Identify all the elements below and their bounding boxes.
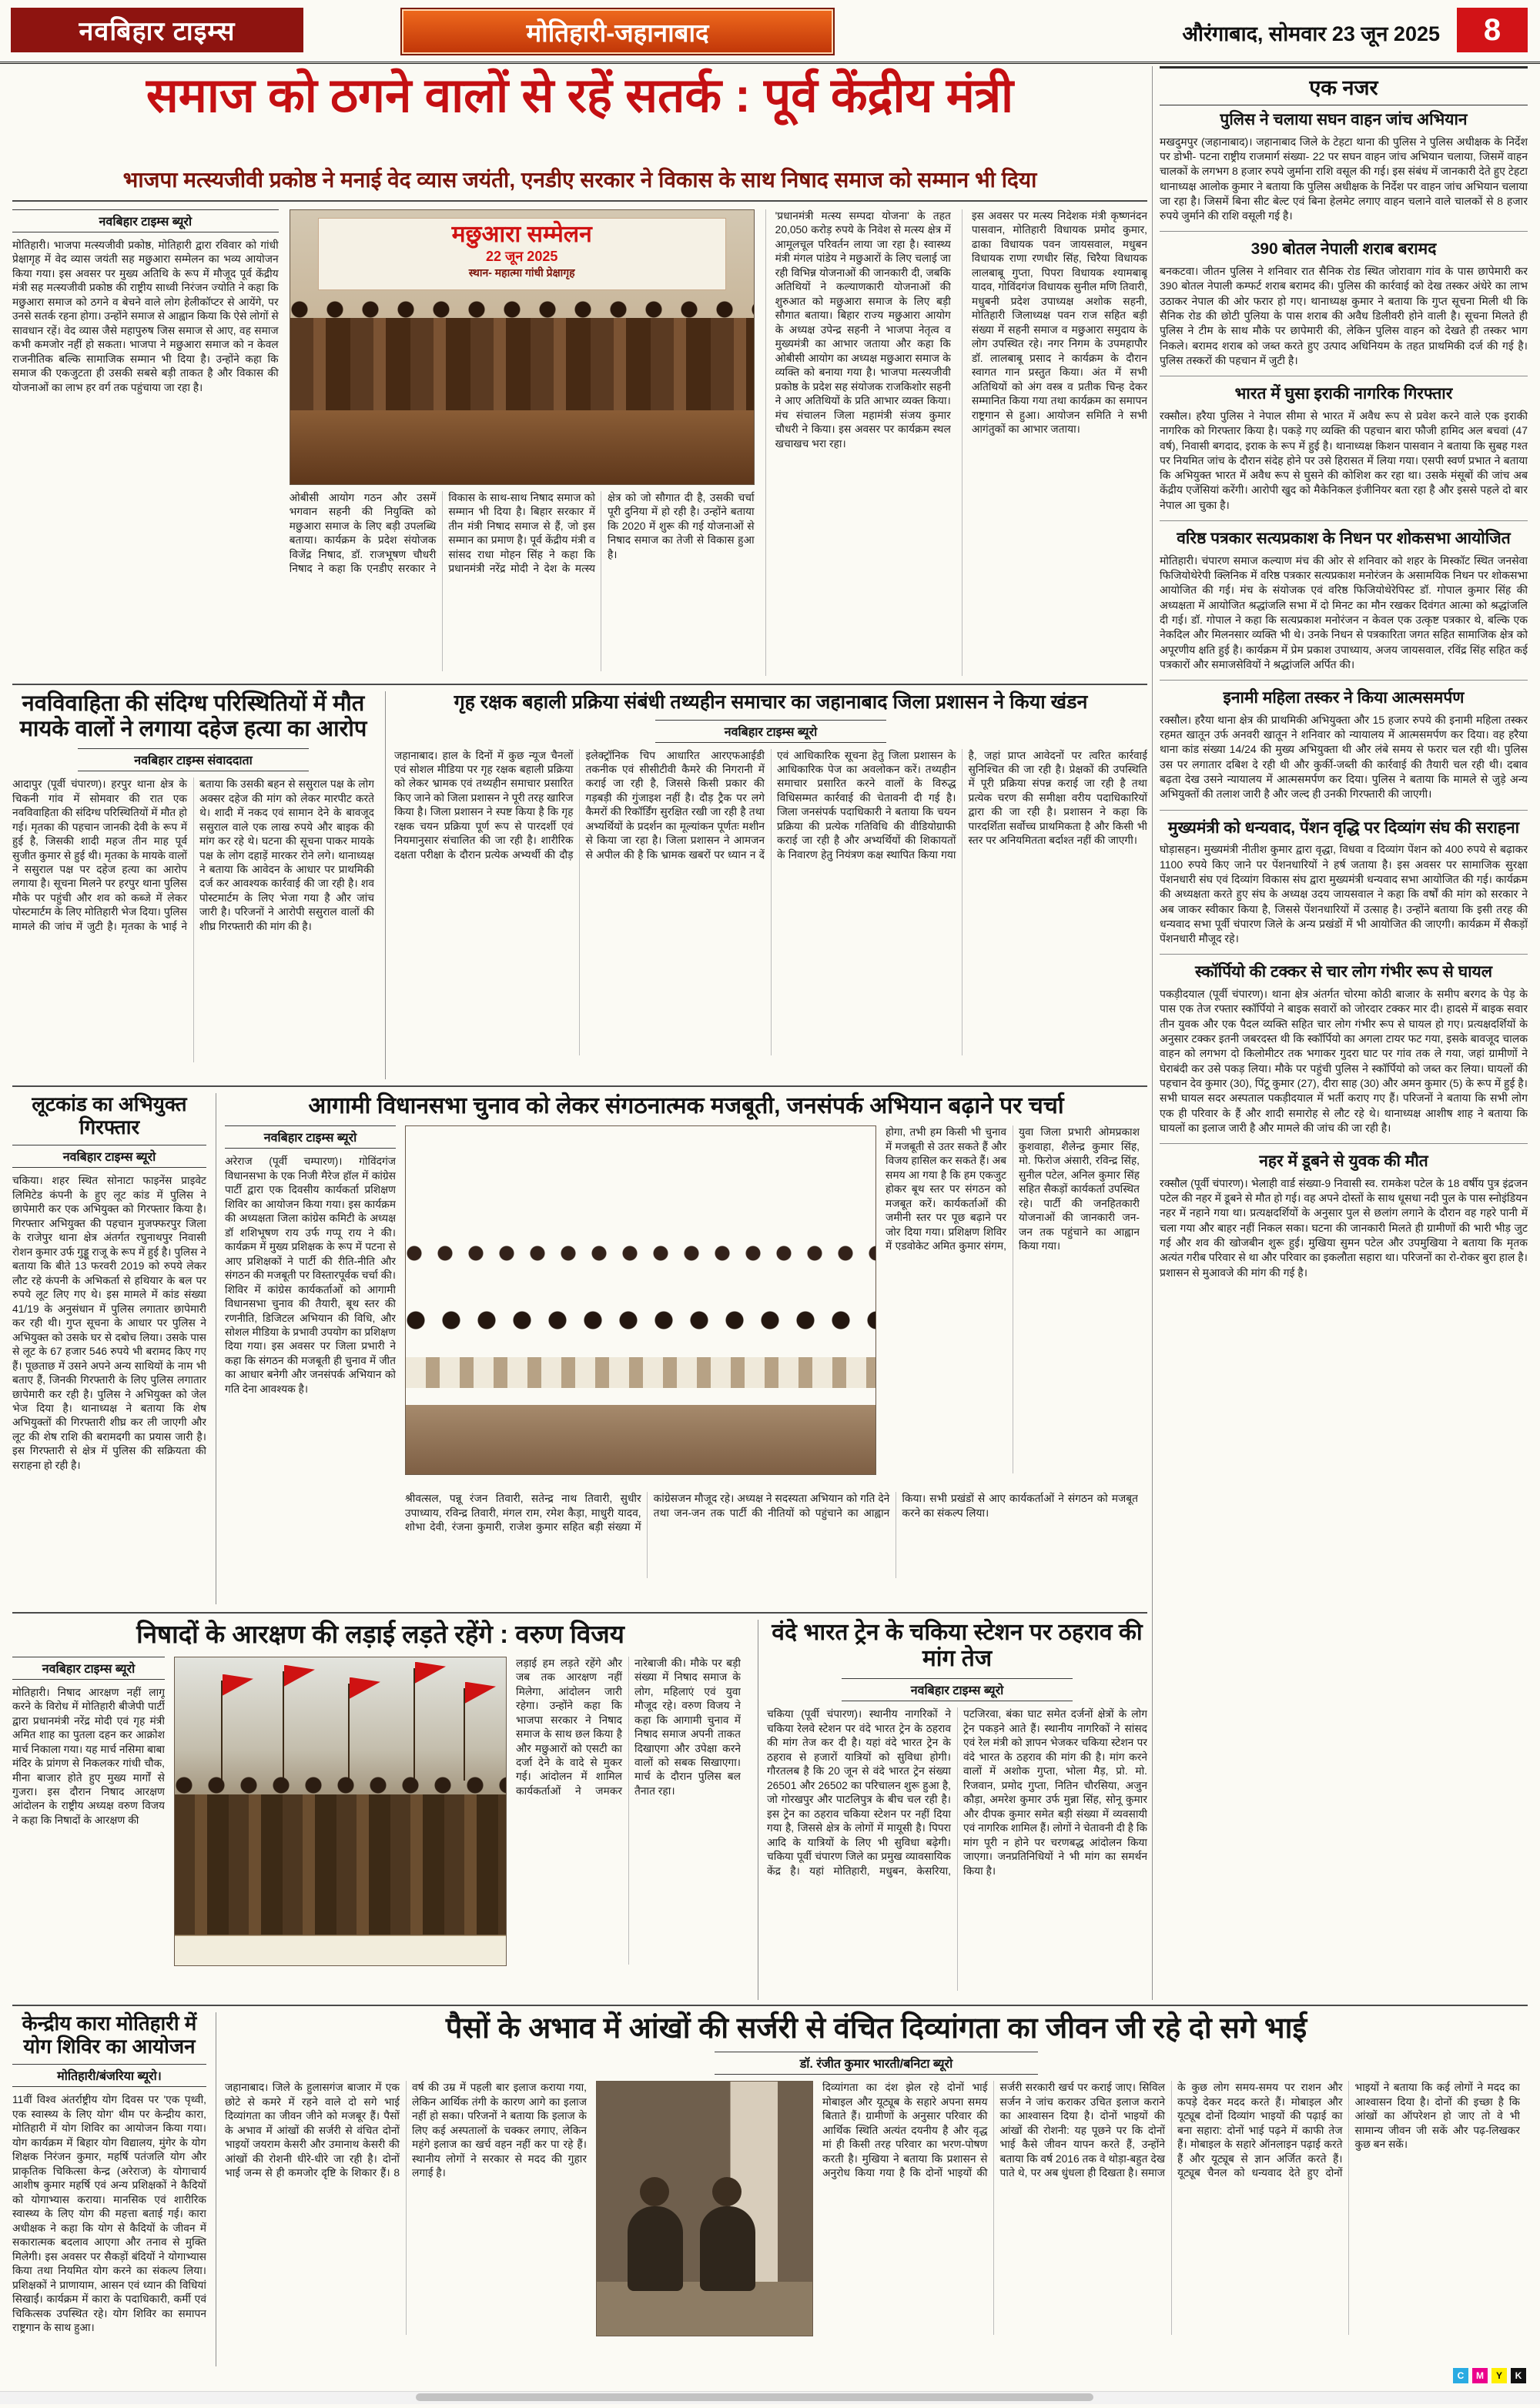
homeguard-byline: नवबिहार टाइम्स ब्यूरो [655,720,886,743]
horizontal-divider [1160,810,1528,811]
masthead: नवबिहार टाइम्स [11,8,303,52]
sidebar-item-body: बनकटवा। जीतन पुलिस ने शनिवार रात सैनिक रोड स्थित जोरावाग गांव के पास छापेमारी कर 390 बोतल नेपाली कम्फर्ट शराब बरामद की। पुलिस की कार्रवाई को देख तस्कर अंधेरे का लाभ उठाकर नेपाल की ओर फरार हो गए। थानाध्यक्ष कुमार ने बताया कि गुप्त सूचना मिली थी कि सैनिक रोड की छोटी पुलिया के पास शराब की अवैध डिलीवरी होने वाली है। सूचना मिलते ही पुलिस ने टीम के साथ मौके पर छापेमारी की, लेकिन पुलिस वाहन को देखते ही तस्कर भाग निकले। बरामद शराब को जब्त करते हुए उत्पाद अधिनियम के तहत प्राथमिकी दर्ज की गई है। पुलिस तस्करों की पहचान में जुटी है। [1160,265,1528,366]
brothers-headline: पैसों के अभाव में आंखों की सर्जरी से वंचित दिव्यांगता का जीवन जी रहे दो सगे भाई [445,2012,1307,2045]
sidebar-item-body: रक्सौल (पूर्वी चंपारण)। भेलाही वार्ड संख्या-9 निवासी स्व. रामकेश पटेल के 18 वर्षीय पुत्र इंद्रजन पटेल की नहर में डूबने से मौत हो गई। वह अपने दोस्तों के साथ धूसधा नदी पुल के पास स्नोइंडियन नहर में नहाने गया था। प्रत्यक्षदर्शियों के अनुसार पुल से छलांग लगाने के दौरान वह गहरे पानी में चला गया और बाहर नहीं निकल सका। घटना की जानकारी मिलते ही ग्रामीणों की भारी भीड़ जुट गई और शव की खोजबीन शुरू हुई। मुखिया सुमन पटेल और उपमुखिया ने बताया कि मृतक अत्यंत गरीब परिवार से था और परिवार का इकलौता सहारा था। परिजनों का रो-रोकर बुरा हाल है। प्रशासन से मुआवजे की मांग की गई है। [1160,1176,1528,1279]
sidebar-item-body: मखदुमपुर (जहानाबाद)। जहानाबाद जिले के टेहटा थाना की पुलिस ने पुलिस अधीक्षक के निर्देश पर डोभी- पटना राष्ट्रीय राजमार्ग संख्या- 22 पर सघन वाहन जांच अभियान चलाया, जिसमें वाहन चालकों के लगभग 8 हजार रुपये जुर्माना राशि वसूल की गई। इस संबंध में जानकारी देते हुए टेहटा थानाध्यक्ष आलोक कुमार ने बताया कि पुलिस अधीक्षक के निर्देश पर वाहन जांच अभियान चलाया जा रहा है। जिसमें बिना सीट बेल्ट एवं बिना हेलमेट लगाए वाहन चलाने वाले चालकों से 8 हजार रुपये जुर्माने की राशि वसूली गई है। [1160,135,1528,222]
sidebar-item-body: रक्सौल। हरैया थाना क्षेत्र की प्राथमिकी अभियुक्ता और 15 हजार रुपये की इनामी महिला तस्कर रहमत खातून उर्फ अनवरी खातून ने शनिवार को न्यायालय में आत्मसमर्पण कर दिया। वह हरैया थाना कांड संख्या 14/24 की मुख्य अभियुक्ता थी और लंबे समय से फरार चल रही थी। पुलिस उस पर लगातार दबिश दे रही थी और कुर्की-जब्ती की कार्रवाई की तैयारी चल रही थी। दबाव बढ़ता देख उसने न्यायालय में आत्मसमर्पण कर दिया। पुलिस ने बताया कि मामले से जुड़े अन्य अभियुक्तों की तलाश जारी है और जल्द ही उनकी गिरफ्तारी की जाएगी। [1160,713,1528,801]
sidebar-item-body: घोड़ासहन। मुख्यमंत्री नीतीश कुमार द्वारा वृद्धा, विधवा व दिव्यांग पेंशन को 400 रुपये से बढ़ाकर 1100 रुपये किए जाने पर पेंशनधारियों ने हर्ष जताया है। इस अवसर पर सामाजिक सुरक्षा पेंशनधारी संघ एवं दिव्यांग विकास संघ द्वारा मुख्यमंत्री धन्यवाद सभा आयोजित की गई। कार्यक्रम की अध्यक्षता करते हुए संघ के अध्यक्ष उदय जायसवाल ने कहा कि वर्षों की मांग को सरकार ने अब जाकर स्वीकार किया है, जिससे पेंशनधारियों में उत्साह है। उन्होंने बताया कि इसी तरह की धन्यवाद सभा पूर्वी चंपारण जिले के अन्य प्रखंडों में भी आयोजित की जाएगी। कार्यक्रम में सैकड़ों पेंशनधारी मौजूद रहे। [1160,843,1528,945]
yoga-headline: केन्द्रीय कारा मोतिहारी में योग शिविर का आयोजन [22,2012,197,2058]
nishad-column-1 [12,1657,165,1966]
brothers-body-left: जहानाबाद। जिले के हुलासगंज बाजार में एक छोटे से कमरे में रहने वाले दो सगे भाई दिव्यांगता का जीवन जीने को मजबूर हैं। पैसों के अभाव में आंखों की सर्जरी से वंचित दोनों भाइयों जयराम केसरी और उमानाथ केसरी की आंखों की रोशनी धीरे-धीरे जा रही है। दोनों भाई जन्म से ही कमजोर दृष्टि के शिकार हैं। 8 वर्ष की उम्र में पहली बार इलाज कराया गया, लेकिन आर्थिक तंगी के कारण आगे का इलाज नहीं हो सका। परिजनों ने बताया कि इलाज के लिए कई अस्पतालों के चक्कर लगाए, लेकिन महंगे इलाज का खर्च वहन नहीं कर पा रहे हैं। स्थानीय लोगों ने सरकार से मदद की गुहार लगाई है। [225,2082,587,2179]
homeguard-article [394,691,1147,1079]
brothers-body-right: दिव्यांगता का दंश झेल रहे दोनों भाई मोबाइल और यूट्यूब के सहारे अपना समय बिताते हैं। ग्रामीणों के अनुसार परिवार की आर्थिक स्थिति अत्यंत दयनीय है और वृद्ध मां ही किसी तरह परिवार का भरण-पोषण करती है। मुखिया ने बताया कि प्रशासन से अनुरोध किया गया है कि दोनों भाइयों की सर्जरी सरकारी खर्च पर कराई जाए। सिविल सर्जन ने जांच कराकर उचित इलाज कराने का आश्वासन दिया है। दोनों भाइयों की आंखों की रोशनी: यह पूछने पर कि दोनों भाई कैसे जीवन यापन करते हैं, उन्होंने बताया कि वर्ष 2016 तक वे थोड़ा-बहुत देख पाते थे, पर अब धुंधला ही दिखता है। समाज के कुछ लोग समय-समय पर राशन और कपड़े देकर मदद करते हैं। मोबाइल और यूट्यूब दोनों दिव्यांग भाइयों की पढ़ाई का बना सहारा: दोनों भाई पढ़ने में काफी तेज हैं। मोबाइल के सहारे ऑनलाइन पढ़ाई करते हैं और यूट्यूब से ज्ञान अर्जित करते हैं। यूट्यूब चैनल को धन्यवाद देते हुए दोनों भाइयों ने बताया कि कई लोगों ने मदद का आश्वासन दिया है। दोनों की इच्छा है कि आंखों का ऑपरेशन हो जाए तो वे भी सामान्य जीवन जी सकें और पढ़-लिखकर कुछ बन सकें। [822,2082,1520,2179]
sidebar-item [1160,818,1528,947]
crowd-heads-band [406,1307,875,1333]
vertical-divider [1152,66,1153,2000]
lead-body-c: 'प्रधानमंत्री मत्स्य सम्पदा योजना' के तहत 20,050 करोड़ रुपये के निवेश से मत्स्य क्षेत्र में आमूलचूल परिवर्तन लाया जा रहा है। स्वास्थ्य मंत्री मंगल पांडेय ने मछुआरों के लिए चलाई जा रही विभिन्न योजनाओं की जानकारी दी, जबकि अतिथियों ने कल्याणकारी योजनाओं की शुरुआत को मछुआरा समाज के लिए बड़ी सौगात बताया। बिहार राज्य मछुआरा आयोग के अध्यक्ष उपेन्द्र सहनी ने भाजपा नेतृत्व व मुख्यमंत्री का आभार जताया और कहा कि ओबीसी आयोग का अध्यक्ष मछुआरा समाज के व्यक्ति को बनाया गया है। भाजपा मत्स्यजीवी प्रकोष्ठ के प्रदेश सह संयोजक राजकिशोर सहनी ने आए अतिथियों के प्रति आभार व्यक्त किया। मंच संचालन जिला महामंत्री संजय कुमार चौधरी ने किया। इस अवसर पर कार्यक्रम स्थल खचाखच भरा रहा। [775,210,951,450]
horizontal-divider [12,684,1147,685]
lo ot-headline: लूटकांड का अभियुक्त गिरफ्तार [32,1092,187,1139]
sidebar-item [1160,688,1528,801]
red-flag [415,1662,446,1684]
sidebar-item [1160,1152,1528,1280]
photo-banner [318,218,726,290]
nishad-byline: नवबिहार टाइम्स ब्यूरो [12,1657,165,1680]
dowry-body: आदापुर (पूर्वी चंपारण)। हरपुर थाना क्षेत्र के चिकनी गांव में सोमवार की रात एक नवविवाहिता की संदिग्ध परिस्थितियों में मौत हो गई। मृतका की पहचान जानकी देवी के रूप में हुई है, जिसकी शादी महज तीन माह पूर्व सुजीत कुमार से हुई थी। मृतका के मायके वालों ने ससुराल पक्ष पर दहेज हत्या का आरोप लगाया है। सूचना मिलने पर हरपुर थाना पुलिस मौके पर पहुंची और शव को कब्जे में लेकर पोस्टमार्टम के लिए मोतिहारी भेज दिया। पुलिस मामले की जांच में जुटी है। मृतका के भाई ने बताया कि उसकी बहन से ससुराल पक्ष के लोग अक्सर दहेज की मांग को लेकर मारपीट करते थे। शादी में नकद एवं सामान देने के बावजूद ससुराल वाले एक लाख रुपये और बाइक की मांग कर रहे थे। घटना की सूचना पाकर मायके पक्ष के लोग दहाड़ें मारकर रोने लगे। थानाध्यक्ष ने बताया कि आवेदन के आधार पर प्राथमिकी दर्ज कर आवश्यक कार्रवाई की जा रही है। शव पोस्टमार्टम के लिए भेजा गया है और जांच जारी है। परिजनों ने आरोपी ससुराल वालों की शीघ्र गिरफ्तारी की मांग की है। [12,778,374,932]
lead-article [12,209,1147,676]
dowry-byline: नवबिहार टाइम्स संवाददाता [78,748,309,771]
horizontal-scrollbar-thumb[interactable] [416,2393,1093,2401]
homeguard-headline: गृह रक्षक बहाली प्रक्रिया संबंधी तथ्यहीन समाचार का जहानाबाद जिला प्रशासन ने किया खंडन [454,691,1088,713]
yoga-body: 11वीं विश्व अंतर्राष्ट्रीय योग दिवस पर 'एक पृथ्वी, एक स्वास्थ्य के लिए योग' थीम पर केन्द्रीय कारा, मोतिहारी में योग शिविर का आयोजन किया गया। योग कार्यक्रम में बिहार योग विद्यालय, मुंगेर के योग शिक्षक निरंजन कुमार, महर्षि पतंजलि योग और प्राकृतिक चिकित्सा केन्द्र (अरेराज) के योगाचार्य आशीष कुमार महर्षि एवं अन्य प्रशिक्षकों ने कैदियों को योगाभ्यास कराया। मानसिक एवं शारीरिक स्वास्थ्य के लिए योग की महत्ता बताई गई। कारा अधीक्षक ने कहा कि योग से कैदियों के जीवन में सकारात्मक बदलाव आएगा और तनाव से मुक्ति मिलेगी। इस अवसर पर सैकड़ों बंदियों ने योगाभ्यास किया तथा नियमित योग करने का संकल्प लिया। प्रशिक्षकों ने प्राणायाम, आसन एवं ध्यान की विधियां सिखाईं। कार्यक्रम में कारा के पदाधिकारी, कर्मी एवं चिकित्सक उपस्थित रहे। योग शिविर का समापन राष्ट्रगान के साथ हुआ। [12,2094,206,2333]
lead-byline: नवबिहार टाइम्स ब्यूरो [12,209,279,232]
congress-column-1 [225,1125,396,1484]
protest-banner [175,1935,506,1965]
nishad-column-2 [516,1657,741,1966]
brothers-article [225,2012,1528,2366]
photo-banner-line1: मछुआरा सम्मेलन [451,222,592,247]
flag-pole [413,1668,415,1781]
cyan-mark: C [1453,2368,1468,2383]
sidebar-item-headline: स्कॉर्पियो की टक्कर से चार लोग गंभीर रूप से घायल [1195,963,1492,982]
lead-column-3 [765,209,951,676]
sidebar-title: एक नजर [1160,66,1528,105]
lead-body-d: इस अवसर पर मत्स्य निदेशक मंत्री कृष्णनंदन पासवान, मोतिहारी विधायक प्रमोद कुमार, ढाका विधायक पवन जायसवाल, मधुबन विधायक राणा रणधीर सिंह, चिरैया विधायक लालबाबू गुप्ता, पिपरा विधायक श्यामबाबू यादव, गोविंदगंज विधायक सुनील मणि तिवारी, मधुबनी प्रदेश उपाध्यक्ष अशोक सहनी, मोतिहारी जिलाध्यक्ष पवन राज सहित बड़ी संख्या में सहनी समाज व मछुआरा समुदाय के लोग उपस्थित रहे। नगर निगम के उपमहापौर डॉ. लालबाबू प्रसाद ने कार्यक्रम के दौरान स्वागत गान प्रस्तुत किया। अंत में सभी अतिथियों को अंग वस्त्र व प्रतीक चिन्ह देकर सम्मानित किया गया तथा कार्यक्रम का समापन राष्ट्रगान से हुआ। आयोजन समिति ने सभी आगंतुकों का आभार जताया। [971,210,1147,436]
nishad-columns [12,1657,748,1966]
nishad-article [12,1620,748,2000]
print-registration-marks [1453,2368,1526,2383]
loot-body: चकिया। शहर स्थित सोनाटा फाइनेंस प्राइवेट लिमिटेड कंपनी के हुए लूट कांड में पुलिस ने छापेमारी कर एक अभियुक्त को गिरफ्तार किया है। गिरफ्तार अभियुक्त की पहचान मुजफ्फरपुर जिला के राजेपुर थाना क्षेत्र अंतर्गत रघुनाथपुर निवासी रोशन कुमार उर्फ गुड्डू राजू के रूप में हुई है। पुलिस ने बताया कि बीते 13 फरवरी 2019 को रुपये लेकर लौट रहे कंपनी के अभिकर्ता से हथियार के बल पर रुपये लूट लिए गए थे। इस मामले में कांड संख्या 41/19 के अनुसंधान में पुलिस लगातार छापेमारी कर रही थी। गुप्त सूचना के आधार पर पुलिस ने अभियुक्त को उसके घर से दबोच लिया। उसके पास से लूट के 67 हजार 546 रुपये भी बरामद किए गए हैं। पूछताछ में उसने अपने अन्य साथियों के नाम भी बताए हैं, जिनकी गिरफ्तारी के लिए पुलिस लगातार छापेमारी कर रही है। पुलिस ने अभियुक्त को जेल भेज दिया है। थानाध्यक्ष ने बताया कि शेष अभियुक्तों की गिरफ्तारी शीघ्र कर ली जाएगी और लूट की शेष राशि की बरामदगी का प्रयास जारी है। इस गिरफ्तारी से क्षेत्र में पुलिस की सक्रियता की सराहना हो रही है। [12,1175,206,1471]
horizontal-divider [12,1612,1147,1614]
vertical-divider [385,691,386,1079]
horizontal-divider [1160,954,1528,955]
vande-article [767,1620,1147,2000]
congress-headline: आगामी विधानसभा चुनाव को लेकर संगठनात्मक मजबूती, जनसंपर्क अभियान बढ़ाने पर चर्चा [308,1093,1064,1119]
yoga-article [12,2012,206,2366]
person-silhouette [712,2177,742,2206]
crowd-bodies-band [290,318,754,413]
dateline: औरंगाबाद, सोमवार 23 जून 2025 [1182,22,1440,45]
photo-banner-line2: 22 जून 2025 [485,249,558,264]
horizontal-divider [12,1085,1147,1087]
sidebar-item-body: पकड़ीदयाल (पूर्वी चंपारण)। थाना क्षेत्र अंतर्गत चोरमा कोठी बाजार के समीप बरगद के पेड़ के पास एक तेज रफ्तार स्कॉर्पियो ने बाइक सवारों को जोरदार टक्कर मार दी। हादसे में बाइक सवार तीन युवक और एक पैदल व्यक्ति सहित चार लोग गंभीर रूप से घायल हो गए। प्रत्यक्षदर्शियों के अनुसार टक्कर इतनी जबरदस्त थी कि स्कॉर्पियो का अगला टायर फट गया, इसके बावजूद चालक वाहन को लगभग दो किलोमीटर तक भगाकर गुदरा घाट पर गांव तक ले गया, जहां ग्रामीणों ने घेराबंदी कर उसे पकड़ लिया। मौके पर पहुंची पुलिस ने स्कॉर्पियो को जब्त कर लिया। घायलों की पहचान देव कुमार (30), पिंटू कुमार (27), दीरा साह (30) और अमन कुमार (5) के रूप में हुई है। सभी घायल सदर अस्पताल पकड़ीदयाल में भर्ती कराए गए हैं। परिजनों ने बताया कि सभी लोग एक ही परिवार के हैं और शादी समारोह से लौट रहे थे। थानाध्यक्ष आशीष शाह ने बताया कि घायलों का इलाज जारी है और मामले की जांच की जा रही है। [1160,988,1528,1134]
magenta-mark: M [1472,2368,1488,2383]
dowry-headline: नवविवाहिता की संदिग्ध परिस्थितियों में मौत मायके वालों ने लगाया दहेज हत्या का आरोप [19,691,367,742]
red-flag [284,1665,315,1687]
lead-body-b: ओबीसी आयोग गठन और उसमें भगवान सहनी की नियुक्ति को मछुआरा समाज के लिए बड़ी उपलब्धि बताया। कार्यक्रम के प्रदेश संयोजक विजेंद्र निषाद, डॉ. राजभूषण चौधरी निषाद ने कहा कि एनडीए सरकार ने विकास के साथ-साथ निषाद समाज को सम्मान भी दिया है। बिहार सरकार में तीन मंत्री निषाद समाज से हैं, जो इस सम्मान का प्रमाण है। पूर्व केंद्रीय मंत्री व सांसद राधा मोहन सिंह ने कहा कि प्रधानमंत्री नरेंद्र मोदी ने देश के मत्स्य क्षेत्र को जो सौगात दी है, उसकी चर्चा पूरी दुनिया में हो रही है। उन्होंने बताया कि 2020 में शुरू की गई योजनाओं से निषाद समाज का तेजी से विकास हुआ है। [289,492,755,575]
nishad-protest-photo [174,1657,507,1966]
sidebar-item-headline: मुख्यमंत्री को धन्यवाद, पेंशन वृद्धि पर दिव्यांग संघ की सराहना [1167,818,1520,837]
nishad-body-right: लड़ाई हम लड़ते रहेंगे और जब तक आरक्षण नहीं मिलेगा, आंदोलन जारी रहेगा। उन्होंने कहा कि भाजपा सरकार ने निषाद समाज के साथ छल किया है और मछुआरों को एसटी का दर्जा देने के वादे से मुकर गई। आंदोलन में शामिल कार्यकर्ताओं ने जमकर नारेबाजी की। मौके पर बड़ी संख्या में निषाद समाज के लोग, महिलाएं एवं युवा मौजूद रहे। वरुण विजय ने कहा कि आगामी चुनाव में निषाद समाज अपनी ताकत दिखाएगा और उपेक्षा करने वालों को सबक सिखाएगा। मार्च के दौरान पुलिस बल तैनात रहा। [516,1657,741,1797]
vande-body: चकिया (पूर्वी चंपारण)। स्थानीय नागरिकों ने चकिया रेलवे स्टेशन पर वंदे भारत ट्रेन के ठहराव की मांग तेज कर दी है। यहां वंदे भारत ट्रेन के ठहराव से हजारों यात्रियों को सुविधा होगी। गौरतलब है कि 20 जून से वंदे भारत ट्रेन संख्या 26501 और 26502 का परिचालन शुरू हुआ है, जो गोरखपुर और पाटलिपुत्र के बीच चल रही है। इस ट्रेन का ठहराव चकिया स्टेशन पर नहीं दिया गया है, जिससे क्षेत्र के लोगों में मायूसी है। पिपरा आदि के यात्रियों के लिए भी सुविधा बढ़ेगी। चकिया पूर्वी चंपारण जिले का प्रमुख व्यावसायिक केंद्र है। यहां मोतिहारी, मधुबन, केसरिया, पटजिरवा, बंका घाट समेत दर्जनों क्षेत्रों के लोग ट्रेन पकड़ने आते हैं। स्थानीय नागरिकों ने सांसद एवं रेल मंत्री को ज्ञापन भेजकर चकिया स्टेशन पर वंदे भारत के ठहराव की मांग की है। मांग करने वालों में अशोक गुप्ता, भोला मैड़, प्रो. मो. रिजवान, प्रमोद गुप्ता, नितिन चौरसिया, अजुन कौड़ा, अमरेश कुमार उर्फ मुन्ना सिंह, सोनू कुमार और दीपक कुमार समेत बड़ी संख्या में व्यवसायी एवं नागरिक शामिल हैं। लोगों ने चेतावनी दी है कि मांग पूरी न होने पर चरणबद्ध आंदोलन किया जाएगा। जनप्रतिनिधियों ने भी मांग का समर्थन किया है। [767,1708,1147,1877]
sidebar-item [1160,529,1528,672]
yoga-byline: मोतिहारी/बंजरिया ब्यूरो। [12,2064,206,2087]
lead-column-4 [962,209,1147,676]
flag-pole [221,1681,223,1781]
edition-banner: मोतिहारी-जहानाबाद [400,8,835,55]
congress-article [225,1093,1147,1604]
horizontal-divider [1160,1143,1528,1144]
person-silhouette [640,2177,669,2206]
red-flag [223,1674,253,1696]
person-silhouette [628,2206,683,2291]
congress-byline: नवबिहार टाइम्स ब्यूरो [225,1125,396,1149]
sidebar-item-headline: पुलिस ने चलाया सघन वाहन जांच अभियान [1220,111,1468,129]
flag-pole [348,1684,350,1781]
lead-body-a: मोतिहारी। भाजपा मत्स्यजीवी प्रकोष्ठ, मोतिहारी द्वारा रविवार को गांधी प्रेक्षागृह में वेद व्यास जयंती सह मछुआरा सम्मेलन का भव्य आयोजन किया गया। इस अवसर पर मुख्य अतिथि के रूप में मौजूद पूर्व केंद्रीय मंत्री सह मत्स्यजीवी प्रकोष्ठ की राष्ट्रीय साध्वी निरंजन ज्योति ने कहा कि मछुआरा समाज को ठगने व बेचने वाले लोग हेलीकॉप्टर से आयेंगे, पर उनसे सतर्क रहना होगा। उन्होंने समाज से आह्वान किया कि ऐसे लोगों से सावधान रहें। वेद व्यास जैसे महापुरुष जिस समाज से आए, वह समाज कभी कमजोर नहीं हो सकता। भाजपा ने मछुआरा समाज को न केवल राजनीतिक बल्कि सामाजिक सम्मान भी दिया है। उन्होंने कहा कि समाज की एकजुटता ही उसकी सबसे बड़ी ताकत है और विकास की योजनाओं का लाभ हर वर्ग तक पहुंचाया जा रहा है। [12,239,279,393]
sidebar-item-headline: भारत में घुसा इराकी नागरिक गिरफ्तार [1234,385,1453,403]
congress-body-below: श्रीवत्सल, पन्नू रंजन तिवारी, सतेन्द्र नाथ तिवारी, सुधीर उपाध्याय, रविन्द्र तिवारी, मंगल राम, रमेश कैड़ा, माधुरी यादव, शोभा देवी, रंजना कुमारी, राजेश कुमार सहित बड़ी संख्या में कांग्रेसजन मौजूद रहे। अध्यक्ष ने सदस्यता अभियान को गति देने तथा जन-जन तक पार्टी की नीतियों को पहुंचाने का आह्वान किया। सभी प्रखंडों से आए कार्यकर्ताओं ने संगठन को मजबूत करने का संकल्प लिया। [405,1493,1138,1533]
homeguard-body: जहानाबाद। हाल के दिनों में कुछ न्यूज चैनलों एवं सोशल मीडिया पर गृह रक्षक बहाली प्रक्रिया को लेकर भ्रामक एवं तथ्यहीन समाचार प्रसारित किए जाने को जिला प्रशासन ने पूरी तरह खारिज किया है। जिला प्रशासन ने स्पष्ट किया है कि गृह रक्षक चयन प्रक्रिया पूर्ण रूप से पारदर्शी एवं नियमानुसार संचालित की जा रही है। शारीरिक दक्षता परीक्षा के दौरान प्रत्येक अभ्यर्थी की दौड़ इलेक्ट्रॉनिक चिप आधारित आरएफआईडी तकनीक एवं सीसीटीवी कैमरे की निगरानी में कराई जा रही है, जिससे किसी प्रकार की गड़बड़ी की गुंजाइश नहीं है। दौड़ ट्रैक पर लगे कैमरों की रिकॉर्डिंग सुरक्षित रखी जा रही है तथा अभ्यर्थियों के प्रदर्शन का मूल्यांकन पूर्णतः मशीन से किया जा रहा है। जिला प्रशासन ने आमजन से अपील की है कि भ्रामक खबरों पर ध्यान न दें एवं आधिकारिक सूचना हेतु जिला प्रशासन के आधिकारिक पेज का अवलोकन करें। तथ्यहीन समाचार प्रसारित करने वालों के विरुद्ध विधिसम्मत कार्रवाई की चेतावनी दी गई है। जिला जनसंपर्क पदाधिकारी ने बताया कि चयन प्रक्रिया की प्रत्येक गतिविधि की वीडियोग्राफी कराई जा रही है और अभ्यर्थियों की शिकायतों के निवारण हेतु नियंत्रण कक्ष स्थापित किया गया है, जहां प्राप्त आवेदनों पर त्वरित कार्रवाई सुनिश्चित की जा रही है। प्रेक्षकों की उपस्थिति में पूरी प्रक्रिया संपन्न कराई जा रही है तथा प्रत्येक चरण की समीक्षा वरीय पदाधिकारियों द्वारा की जा रही है। प्रशासन ने कहा कि पारदर्शिता सर्वोच्च प्राथमिकता है और किसी भी स्तर पर अनियमितता बर्दाश्त नहीं की जाएगी। [394,749,1147,861]
brothers-byline: डॉ. रंजीत कुमार भारती/बनिटा ब्यूरो [715,2052,1038,2075]
red-flag [465,1682,496,1704]
flag-pole [464,1688,465,1781]
person-silhouette [700,2206,755,2291]
lead-column-1 [12,209,279,676]
sidebar-item [1160,110,1528,223]
sidebar-item [1160,962,1528,1135]
horizontal-divider [1160,680,1528,681]
loot-article [12,1093,206,1604]
sidebar-item [1160,239,1528,368]
brothers-columns [225,2081,1528,2336]
congress-columns [225,1125,1147,1484]
page-header [0,0,1540,64]
congress-body-right: होगा, तभी हम किसी भी चुनाव में मजबूती से उतर सकते हैं और विजय हासिल कर सकते हैं। अब समय आ गया है कि हम एकजुट होकर बूथ स्तर पर संगठन को मजबूत करें। कार्यकर्ताओं की जमीनी स्तर पर पूछ बढ़ाने पर जोर दिया गया। प्रशिक्षण शिविर में एडवोकेट अमित कुमार संगम, युवा जिला प्रभारी ओमप्रकाश कुशवाहा, शैलेन्द्र कुमार सिंह, मो. फिरोज अंसारी, रविन्द्र सिंह, सुनील पटेल, अनिल कुमार सिंह सहित सैकड़ों कार्यकर्ता उपस्थित रहे। पार्टी की जनहितकारी योजनाओं की जानकारी जन-जन तक पहुंचाने का आह्वान किया गया। [886,1126,1140,1252]
yellow-mark: Y [1491,2368,1507,2383]
chairs-band [406,1357,875,1388]
photo-banner-line3: स्थान- महात्मा गांधी प्रेक्षागृह [468,266,575,279]
loot-byline: नवबिहार टाइम्स ब्यूरो [12,1145,206,1168]
congress-body-left: अरेराज (पूर्वी चम्पारण)। गोविंदगंज विधानसभा के एक निजी मैरेज हॉल में कांग्रेस पार्टी द्वारा एक दिवसीय कार्यकर्ता प्रशिक्षण शिविर का आयोजन किया गया। इस कार्यक्रम की अध्यक्षता जिला कांग्रेस कमिटी के अध्यक्ष डॉ शशिभूषण राय उर्फ गप्पू राय ने की। कार्यक्रम में मुख्य प्रशिक्षक के रूप में पटना से आए प्रशिक्षकों ने पार्टी की रीति-नीति और संगठन की मजबूती पर विस्तारपूर्वक चर्चा की। शिविर में कांग्रेस कार्यकर्ताओं को आगामी विधानसभा चुनाव की तैयारी, बूथ स्तर की रणनीति, डिजिटल अभियान की विधि, और सोशल मीडिया के प्रभावी उपयोग का प्रशिक्षण दिया गया। इस अवसर पर जिला प्रभारी ने कहा कि संगठन की मजबूती ही चुनाव में जीत का आधार बनेगी और जनसंपर्क अभियान को गति देना आवश्यक है। [225,1156,396,1395]
congress-column-2 [886,1125,1140,1484]
red-flag [350,1677,380,1699]
sidebar-item [1160,384,1528,513]
sidebar-item-headline: 390 बोतल नेपाली शराब बरामद [1250,240,1437,259]
sidebar-ek-nazar [1160,66,1528,2000]
vande-headline: वंदे भारत ट्रेन के चकिया स्टेशन पर ठहराव की मांग तेज [772,1620,1143,1672]
vande-byline: नवबिहार टाइम्स ब्यूरो [842,1678,1073,1701]
lead-column-photo [290,209,755,676]
black-mark: K [1511,2368,1526,2383]
page-number: 8 [1457,8,1528,52]
flag-pole [283,1671,284,1779]
sidebar-item-headline: इनामी महिला तस्कर ने किया आत्मसमर्पण [1223,689,1465,707]
horizontal-divider [1160,231,1528,232]
brothers-photo [596,2081,813,2336]
crowd-bodies-band [175,1794,506,1935]
dowry-article [12,691,374,1079]
nishad-body-left: मोतिहारी। निषाद आरक्षण नहीं लागू करने के विरोध में मोतिहारी बीजेपी पार्टी द्वारा प्रधानमंत्री नरेंद्र मोदी एवं गृह मंत्री अमित शाह का पुतला दहन कर आक्रोश मार्च निकाला गया। यह मार्च नसिमा बाबा मंदिर के प्रांगण से निकलकर गांधी चौक, मीना बाजार होते हुए मुख्य मार्गों से गुजरा। इस दौरान निषाद आरक्षण आंदोलन के राष्ट्रीय अध्यक्ष वरुण विजय ने कहा कि निषादों के आरक्षण की [12,1686,165,1826]
floor-band [406,1405,875,1474]
horizontal-divider [12,2005,1528,2006]
lead-event-photo [290,209,755,485]
sidebar-item-body: रक्सौल। हरैया पुलिस ने नेपाल सीमा से भारत में अवैध रूप से प्रवेश करने वाले एक इराकी नागरिक को गिरफ्तार किया है। पकड़े गए व्यक्ति की पहचान बारा फौजी हामिद अल बचवां (47 वर्ष), निवासी बगदाद, इराक के रूप में हुई है। थानाध्यक्ष किशन पासवान ने बताया कि सुबह गश्त पर नियमित जांच के दौरान संदेह होने पर उसे हिरासत में लिया गया। एसपी स्वर्ण प्रभात ने बताया कि अभियुक्त भारत में अवैध रूप से घुसने की कोशिश कर रहा था। उसके मंसूबों की जांच अब केंद्रीय एजेंसियां करेंगी। आरोपी खुद को मैकेनिकल इंजीनियर बता रहा है और इससे पहले दो बार नेपाल आ चुका है। [1160,409,1528,511]
horizontal-divider [12,200,1147,202]
congress-meeting-photo [405,1125,876,1475]
stage-floor-band [290,410,754,484]
lead-subhead: भाजपा मत्स्यजीवी प्रकोष्ठ ने मनाई वेद व्यास जयंती, एनडीए सरकार ने विकास के साथ निषाद समाज को सम्मान भी दिया [122,168,1037,192]
lead-headline: समाज को ठगने वालों से रहें सतर्क : पूर्व केंद्रीय मंत्री [146,69,1014,122]
crowd-heads-band [406,1242,875,1265]
horizontal-divider [1160,520,1528,521]
sidebar-item-headline: वरिष्ठ पत्रकार सत्यप्रकाश के निधन पर शोकसभा आयोजित [1177,530,1511,548]
sidebar-item-headline: नहर में डूबने से युवक की मौत [1259,1152,1428,1171]
nishad-headline: निषादों के आरक्षण की लड़ाई लड़ते रहेंगे : वरुण विजय [136,1620,624,1648]
sidebar-item-body: मोतिहारी। चंपारण समाज कल्याण मंच की ओर से शनिवार को शहर के मिस्कॉट स्थित जनसेवा फिजियोथेरेपी क्लिनिक में वरिष्ठ पत्रकार सत्यप्रकाश मनोरंजन के असामयिक निधन पर शोकसभा आयोजित की गई। मंच के संयोजक एवं वरिष्ठ फिजियोथेरेपिस्ट डॉ. गोपाल कुमार सिंह की अध्यक्षता में आयोजित श्रद्धांजलि सभा में दो मिनट का मौन रखकर दिवंगत आत्मा को श्रद्धांजलि दी गई। डॉ. गोपाल ने कहा कि सत्यप्रकाश मनोरंजन न केवल एक उत्कृष्ट पत्रकार थे, बल्कि एक नेकदिल और मिलनसार व्यक्ति भी थे। उनके निधन से पत्रकारिता जगत सहित सामाजिक क्षेत्र को अपूरणीय क्षति हुई है। कार्यक्रम में प्रेम प्रकाश उपाध्याय, अजय जायसवाल, रविंद्र सिंह सहित कई पत्रकारों और समाजसेवियों ने श्रद्धांजलि अर्पित की। [1160,554,1528,671]
